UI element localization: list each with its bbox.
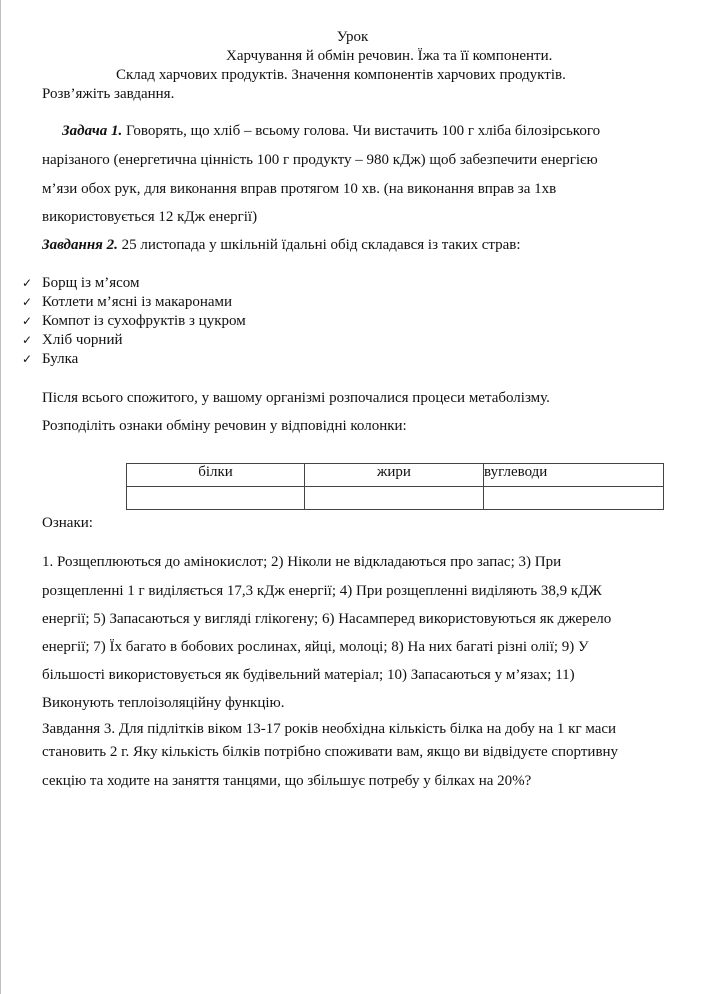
task3-line-1: Завдання 3. Для підлітків віком 13-17 років необхідна кількість білка на добу на 1 кг маси xyxy=(42,721,617,737)
metabolism-distribution-table xyxy=(126,463,664,510)
task2-intro: 25 листопада у шкільній їдальні обід складався із таких страв: xyxy=(121,237,521,253)
answer-cell-fats[interactable] xyxy=(305,487,484,510)
lesson-topic: Харчування й обмін речовин. Їжа та її компоненти. xyxy=(226,48,553,64)
task1-line-1 xyxy=(62,122,600,141)
column-header-carbs: вуглеводи xyxy=(484,464,664,487)
dish-label: Булка xyxy=(42,351,79,367)
check-icon: ✓ xyxy=(22,333,33,347)
task3-line-2: становить 2 г. Яку кількість білків потрібно споживати вам, якщо ви відвідуєте спортивну xyxy=(42,744,619,760)
answer-cell-carbs[interactable] xyxy=(484,487,664,510)
column-header-proteins: білки xyxy=(127,464,305,487)
dish-label: Борщ із м’ясом xyxy=(42,275,140,291)
task1-text-1: Говорять, що хліб – всьому голова. Чи вистачить 100 г хліба білозірського xyxy=(126,123,601,139)
task1-line-3: м’язи обох рук, для виконання вправ протягом 10 хв. (на виконання вправ за 1хв xyxy=(42,181,557,197)
signs-line-4: енергії; 7) Їх багато в бобових рослинах, яйці, молоці; 8) На них багаті різні олії; 9) У xyxy=(42,639,589,655)
task1-line-2: нарізаного (енергетична цінність 100 г продукту – 980 кДж) щоб забезпечити енергією xyxy=(42,152,598,168)
task2-after-2: Розподіліть ознаки обміну речовин у відповідні колонки: xyxy=(42,418,407,434)
lesson-subtopic: Склад харчових продуктів. Значення компонентів харчових продуктів. xyxy=(116,67,566,83)
signs-label: Ознаки: xyxy=(42,515,93,531)
lesson-title: Урок xyxy=(336,29,369,45)
check-icon: ✓ xyxy=(22,295,33,309)
task3-line-3: секцію та ходите на заняття танцями, що збільшує потребу у білках на 20%? xyxy=(42,773,532,789)
task1-line-4: використовується 12 кДж енергії) xyxy=(42,209,258,225)
signs-line-6: Виконують теплоізоляційну функцію. xyxy=(42,695,285,711)
table-header-row xyxy=(127,464,664,487)
check-icon: ✓ xyxy=(22,276,33,290)
answer-cell-proteins[interactable] xyxy=(127,487,305,510)
check-icon: ✓ xyxy=(22,352,33,366)
task2-after-1: Після всього спожитого, у вашому організмі розпочалися процеси метаболізму. xyxy=(42,390,550,406)
signs-line-1: 1. Розщеплюються до амінокислот; 2) Ніколи не відкладаються про запас; 3) При xyxy=(42,554,562,570)
signs-line-3: енергії; 5) Запасаються у вигляді глікогену; 6) Насамперед використовуються як джерело xyxy=(42,611,612,627)
dish-label: Котлети м’ясні із макаронами xyxy=(42,294,233,310)
dish-label: Хліб чорний xyxy=(42,332,123,348)
task2-intro-line xyxy=(42,236,521,255)
page-left-edge xyxy=(0,0,1,994)
table-answer-row xyxy=(127,487,664,510)
check-icon: ✓ xyxy=(22,314,33,328)
column-header-fats: жири xyxy=(305,464,484,487)
task1-label: Задача 1. xyxy=(62,123,123,139)
instruction: Розв’яжіть завдання. xyxy=(42,86,175,102)
task2-label: Завдання 2. xyxy=(42,237,118,253)
signs-line-5: більшості використовується як будівельний матеріал; 10) Запасаються у м’язах; 11) xyxy=(42,667,575,683)
signs-line-2: розщепленні 1 г виділяється 17,3 кДж енергії; 4) При розщепленні виділяють 38,9 кДЖ xyxy=(42,583,602,599)
dish-label: Компот із сухофруктів з цукром xyxy=(42,313,246,329)
